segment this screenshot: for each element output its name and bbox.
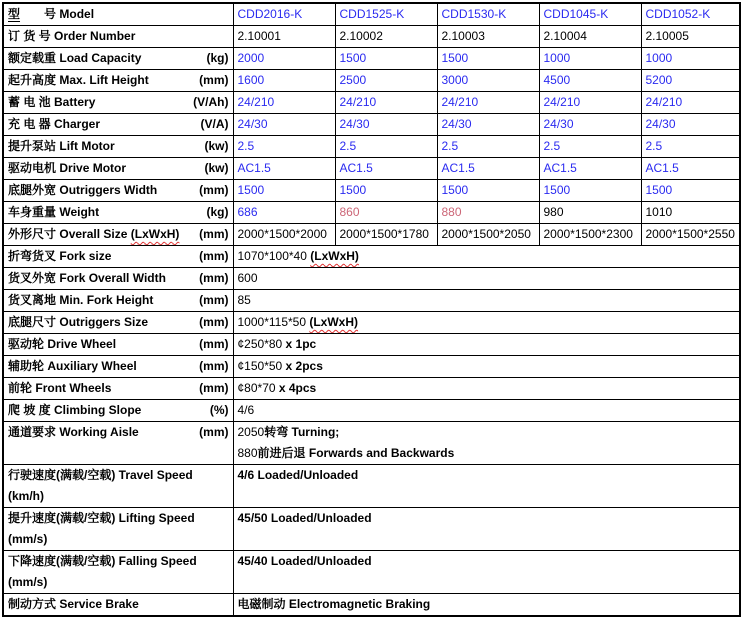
row-front-wheels-label (3, 378, 233, 400)
row-label-zh: 起升高度 (8, 73, 57, 87)
row-label-unit: (V/A) (200, 117, 229, 131)
table-row-fork-overall-width (3, 268, 740, 290)
row-label-wavy: (LxWxH) (130, 227, 180, 241)
row-outriggers-width-label (3, 180, 233, 202)
row-charger-label (3, 114, 233, 136)
row-label-text (8, 378, 111, 399)
row-overall-size-label (3, 224, 233, 246)
table-row-climbing-slope (3, 400, 740, 422)
row-battery-value-4: 24/210 (641, 92, 740, 114)
row-label-unit: (mm) (199, 425, 229, 439)
row-overall-size-value-2: 2000*1500*2050 (437, 224, 539, 246)
row-label-zh: 额定载重 (8, 51, 57, 65)
row-lift-motor-label (3, 136, 233, 158)
row-order-number-value-0: 2.10001 (233, 26, 335, 48)
row-label-text (8, 594, 139, 615)
row-lift-motor-value-0: 2.5 (233, 136, 335, 158)
row-order-number-label (3, 26, 233, 48)
row-label-en: Front Wheels (35, 381, 112, 395)
row-label-en: Overall Size (59, 227, 128, 241)
row-travel-speed-value (233, 465, 740, 508)
row-label-en: Weight (59, 205, 100, 219)
row-label-text (8, 268, 166, 289)
table-row-min-fork-height (3, 290, 740, 312)
table-row-service-brake (3, 594, 740, 617)
spec-table (2, 2, 741, 617)
row-label-unit: (mm) (199, 183, 229, 197)
row-label-unit: (kw) (204, 139, 229, 153)
row-load-capacity-value-1: 1500 (335, 48, 437, 70)
row-max-lift-height-value-2: 3000 (437, 70, 539, 92)
row-label-text (8, 158, 126, 179)
row-label-en: Max. Lift Height (59, 73, 149, 87)
row-climbing-slope-value (233, 400, 740, 422)
value-part: (LxWxH) (309, 315, 359, 329)
row-label-en: Outriggers Width (59, 183, 158, 197)
row-drive-wheel-label (3, 334, 233, 356)
table-row-auxiliary-wheel (3, 356, 740, 378)
row-max-lift-height-value-1: 2500 (335, 70, 437, 92)
row-overall-size-value-3: 2000*1500*2300 (539, 224, 641, 246)
row-outriggers-width-value-1: 1500 (335, 180, 437, 202)
table-row-load-capacity (3, 48, 740, 70)
row-load-capacity-label (3, 48, 233, 70)
row-auxiliary-wheel-label (3, 356, 233, 378)
row-label-text (8, 92, 95, 113)
value-part: x 2pcs (285, 359, 323, 373)
row-label-zh: 订 货 号 (8, 29, 51, 43)
row-service-brake-label (3, 594, 233, 617)
value-part: 2050 (237, 425, 265, 439)
row-weight-value-4: 1010 (641, 202, 740, 224)
table-row-order-number (3, 26, 740, 48)
row-min-fork-height-value (233, 290, 740, 312)
row-charger-value-2: 24/30 (437, 114, 539, 136)
row-label-zh: 货叉外宽 (8, 271, 57, 285)
row-label-text (8, 334, 116, 355)
value-part: 1000*115*50 (237, 315, 310, 329)
table-row-outriggers-size (3, 312, 740, 334)
row-max-lift-height-value-3: 4500 (539, 70, 641, 92)
row-fork-size-label (3, 246, 233, 268)
row-battery-value-2: 24/210 (437, 92, 539, 114)
row-label-text (8, 26, 135, 47)
row-order-number-value-1: 2.10002 (335, 26, 437, 48)
row-charger-value-0: 24/30 (233, 114, 335, 136)
row-label-zh: 驱动电机 (8, 161, 57, 175)
row-lift-motor-value-1: 2.5 (335, 136, 437, 158)
row-outriggers-width-value-4: 1500 (641, 180, 740, 202)
row-battery-value-1: 24/210 (335, 92, 437, 114)
row-fork-overall-width-label (3, 268, 233, 290)
row-load-capacity-value-2: 1500 (437, 48, 539, 70)
table-row-travel-speed (3, 465, 740, 508)
row-label-en: Min. Fork Height (59, 293, 154, 307)
value-part: 880 (237, 446, 258, 460)
row-charger-value-3: 24/30 (539, 114, 641, 136)
row-outriggers-width-value-2: 1500 (437, 180, 539, 202)
row-load-capacity-value-0: 2000 (233, 48, 335, 70)
value-part: (LxWxH) (310, 249, 359, 263)
row-weight-value-3: 980 (539, 202, 641, 224)
value-part: 85 (237, 293, 251, 307)
row-label-en: Order Number (54, 29, 136, 43)
row-label-en: Service Brake (59, 597, 139, 611)
value-part: ¢150*50 (237, 359, 286, 373)
model-cell: CDD1052-K (641, 3, 740, 26)
row-order-number-value-2: 2.10003 (437, 26, 539, 48)
row-label-zh: 货叉离地 (8, 293, 57, 307)
row-label-unit: (mm) (199, 73, 229, 87)
row-label-unit: (kg) (206, 51, 229, 65)
row-front-wheels-value (233, 378, 740, 400)
value-part: x 4pcs (278, 381, 317, 395)
model-label-zh-1: 型 (8, 7, 21, 21)
row-lifting-speed-label (3, 508, 233, 551)
row-label-unit: (mm) (199, 271, 229, 285)
value-part: 1070*100*40 (237, 249, 311, 263)
row-label-unit: (mm) (199, 315, 229, 329)
row-label-zh: 充 电 器 (8, 117, 51, 131)
row-order-number-value-3: 2.10004 (539, 26, 641, 48)
row-falling-speed-value (233, 551, 740, 594)
row-model-label (3, 3, 233, 26)
value-part: ¢80*70 (237, 381, 279, 395)
row-drive-motor-label (3, 158, 233, 180)
row-fork-overall-width-value (233, 268, 740, 290)
row-label-zh: 前轮 (8, 381, 33, 395)
row-drive-motor-value-4: AC1.5 (641, 158, 740, 180)
table-row-lift-motor (3, 136, 740, 158)
row-overall-size-value-1: 2000*1500*1780 (335, 224, 437, 246)
value-part: 45/50 Loaded/Unloaded (237, 511, 372, 525)
row-load-capacity-value-4: 1000 (641, 48, 740, 70)
row-travel-speed-label (3, 465, 233, 508)
row-lifting-speed-value (233, 508, 740, 551)
row-weight-label (3, 202, 233, 224)
value-part: x 1pc (285, 337, 317, 351)
row-label-en: Drive Wheel (47, 337, 117, 351)
row-label-text (8, 290, 153, 311)
row-label-text (8, 114, 100, 135)
value-part: 前进后退 Forwards and Backwards (257, 446, 455, 460)
row-label-text: 下降速度(满载/空载) Falling Speed (8, 554, 197, 568)
row-label-en: Drive Motor (59, 161, 127, 175)
row-label-en: Fork Overall Width (59, 271, 166, 285)
row-drive-motor-value-1: AC1.5 (335, 158, 437, 180)
table-row-charger (3, 114, 740, 136)
row-label-text (8, 70, 149, 91)
model-cell: CDD2016-K (233, 3, 335, 26)
value-part: ¢250*80 (237, 337, 286, 351)
value-part: 45/40 Loaded/Unloaded (237, 554, 372, 568)
row-outriggers-width-value-3: 1500 (539, 180, 641, 202)
row-weight-value-0: 686 (233, 202, 335, 224)
row-auxiliary-wheel-value (233, 356, 740, 378)
row-label-zh: 折弯货叉 (8, 249, 57, 263)
row-battery-value-3: 24/210 (539, 92, 641, 114)
row-label-text (8, 312, 148, 333)
row-max-lift-height-value-0: 1600 (233, 70, 335, 92)
table-row-drive-wheel (3, 334, 740, 356)
row-label-en: Auxiliary Wheel (47, 359, 137, 373)
row-label-text: 行驶速度(满载/空载) Travel Speed (8, 468, 193, 482)
row-working-aisle-value (233, 422, 740, 465)
row-label-unit: (V/Ah) (193, 95, 229, 109)
row-label-text (8, 136, 115, 157)
row-climbing-slope-label (3, 400, 233, 422)
row-label-zh: 爬 坡 度 (8, 403, 51, 417)
row-label-unit: (mm) (199, 249, 229, 263)
row-label-unit: (mm) (199, 381, 229, 395)
model-cell: CDD1045-K (539, 3, 641, 26)
row-label-unit: (mm) (199, 227, 229, 241)
row-outriggers-size-value (233, 312, 740, 334)
row-label-zh: 制动方式 (8, 597, 57, 611)
row-label-unit: (kw) (204, 161, 229, 175)
row-drive-wheel-value (233, 334, 740, 356)
row-label-en: Fork size (59, 249, 112, 263)
row-label-text (8, 356, 137, 377)
row-label-unit: (mm) (199, 337, 229, 351)
row-label-unit: (%) (209, 403, 229, 417)
row-weight-value-2: 880 (437, 202, 539, 224)
row-label-zh: 车身重量 (8, 205, 57, 219)
row-lift-motor-value-4: 2.5 (641, 136, 740, 158)
row-label-zh: 驱动轮 (8, 337, 45, 351)
row-charger-value-1: 24/30 (335, 114, 437, 136)
table-row-battery (3, 92, 740, 114)
row-label-unit: (kg) (206, 205, 229, 219)
value-part: 4/6 (237, 403, 255, 417)
row-label-text: 提升速度(满载/空载) Lifting Speed (8, 511, 195, 525)
table-row-model (3, 3, 740, 26)
row-weight-value-1: 860 (335, 202, 437, 224)
row-label-text (8, 422, 139, 443)
row-label-zh: 提升泵站 (8, 139, 57, 153)
row-label-en: Lift Motor (59, 139, 115, 153)
row-label-zh: 蓄 电 池 (8, 95, 51, 109)
row-charger-value-4: 24/30 (641, 114, 740, 136)
row-service-brake-value (233, 594, 740, 617)
row-label-text (8, 224, 179, 245)
row-label-en: Working Aisle (59, 425, 139, 439)
row-outriggers-size-label (3, 312, 233, 334)
row-min-fork-height-label (3, 290, 233, 312)
row-label-unit: (km/h) (8, 489, 44, 503)
model-cell: CDD1530-K (437, 3, 539, 26)
row-drive-motor-value-0: AC1.5 (233, 158, 335, 180)
row-label-text (8, 246, 111, 267)
row-label-zh: 底腿尺寸 (8, 315, 57, 329)
row-drive-motor-value-2: AC1.5 (437, 158, 539, 180)
row-label-text (8, 48, 141, 69)
row-falling-speed-label (3, 551, 233, 594)
row-label-text (8, 400, 141, 421)
table-row-max-lift-height (3, 70, 740, 92)
row-label-unit: (mm) (199, 359, 229, 373)
row-label-en: Load Capacity (59, 51, 142, 65)
row-battery-value-0: 24/210 (233, 92, 335, 114)
row-load-capacity-value-3: 1000 (539, 48, 641, 70)
row-label-zh: 通道要求 (8, 425, 57, 439)
value-part: 转弯 Turning; (264, 425, 340, 439)
table-row-front-wheels (3, 378, 740, 400)
row-label-zh: 底腿外宽 (8, 183, 57, 197)
row-label-unit: (mm) (199, 293, 229, 307)
row-drive-motor-value-3: AC1.5 (539, 158, 641, 180)
row-battery-label (3, 92, 233, 114)
row-overall-size-value-0: 2000*1500*2000 (233, 224, 335, 246)
row-fork-size-value (233, 246, 740, 268)
row-overall-size-value-4: 2000*1500*2550 (641, 224, 740, 246)
row-label-en: Climbing Slope (54, 403, 142, 417)
row-label-en: Charger (54, 117, 101, 131)
model-label-zh-2: 号 (44, 7, 57, 21)
row-label-zh: 外形尺寸 (8, 227, 57, 241)
model-label-en: Model (59, 7, 95, 21)
row-label-en: Battery (54, 95, 96, 109)
row-lift-motor-value-3: 2.5 (539, 136, 641, 158)
row-label-unit: (mm/s) (8, 575, 48, 589)
row-label-text (8, 180, 157, 201)
table-row-drive-motor (3, 158, 740, 180)
value-part: 4/6 Loaded/Unloaded (237, 468, 359, 482)
row-label-unit: (mm/s) (8, 532, 48, 546)
row-label-zh: 辅助轮 (8, 359, 45, 373)
table-row-working-aisle (3, 422, 740, 465)
table-row-overall-size (3, 224, 740, 246)
table-row-lifting-speed (3, 508, 740, 551)
row-label-text (8, 202, 99, 223)
row-max-lift-height-value-4: 5200 (641, 70, 740, 92)
row-max-lift-height-label (3, 70, 233, 92)
table-row-fork-size (3, 246, 740, 268)
row-order-number-value-4: 2.10005 (641, 26, 740, 48)
value-part: 电磁制动 Electromagnetic Braking (237, 597, 431, 611)
row-lift-motor-value-2: 2.5 (437, 136, 539, 158)
model-cell: CDD1525-K (335, 3, 437, 26)
row-outriggers-width-value-0: 1500 (233, 180, 335, 202)
table-row-outriggers-width (3, 180, 740, 202)
value-part: 600 (237, 271, 258, 285)
table-row-falling-speed (3, 551, 740, 594)
row-working-aisle-label (3, 422, 233, 465)
table-row-weight (3, 202, 740, 224)
row-label-en: Outriggers Size (59, 315, 149, 329)
